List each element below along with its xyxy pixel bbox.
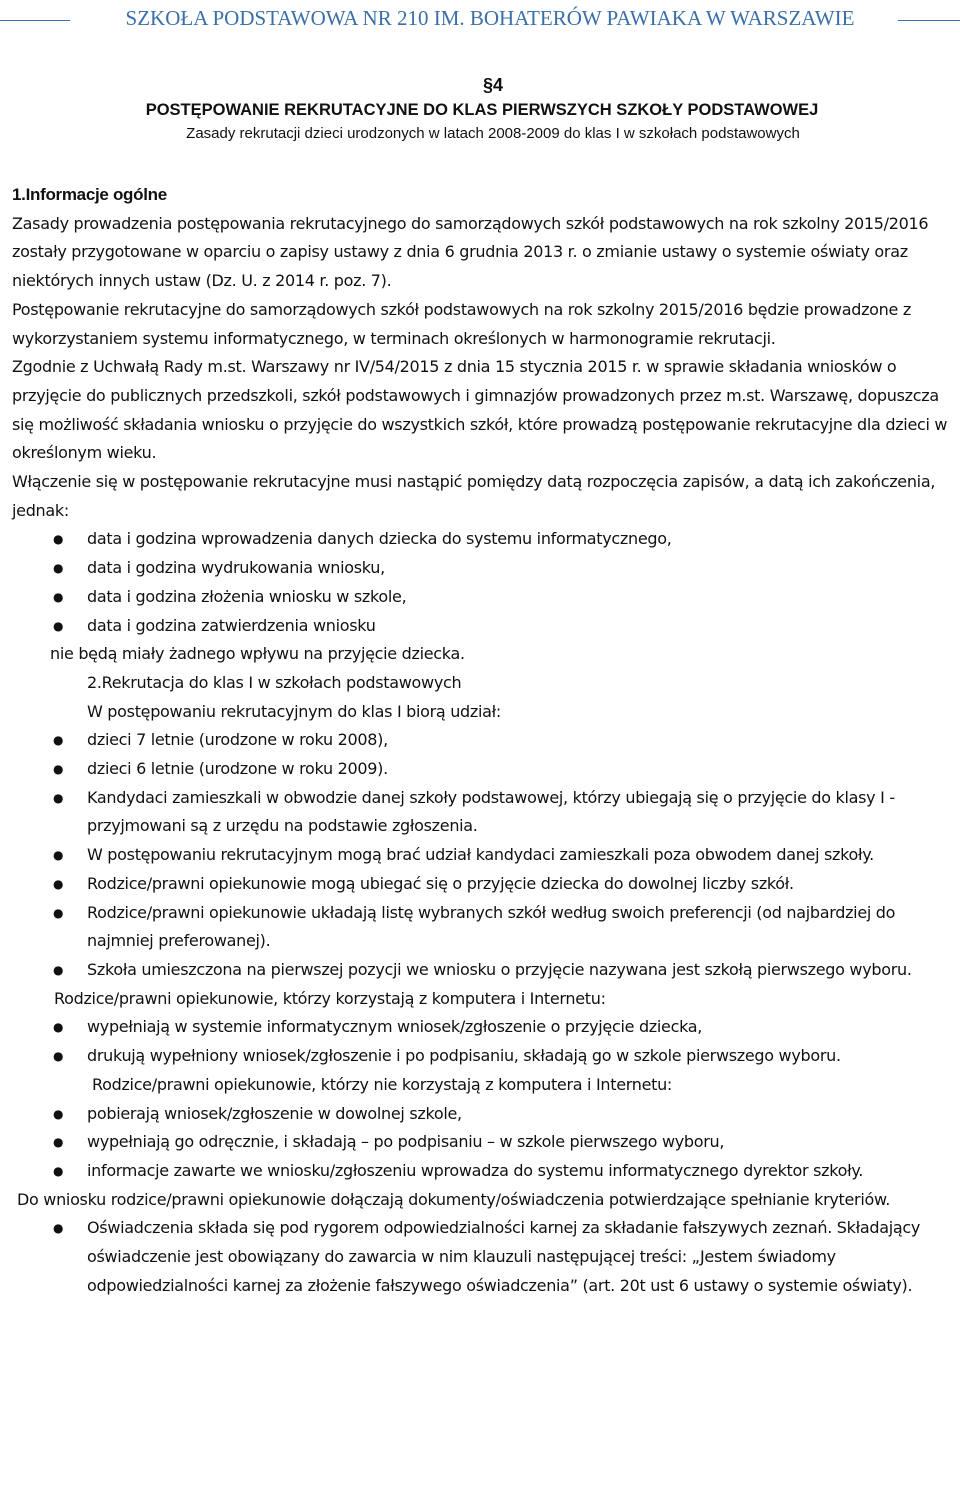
no-internet-intro: Rodzice/prawni opiekunowie, którzy nie korzystają z komputera i Internetu: xyxy=(92,1074,673,1094)
list-item: ● drukują wypełniony wniosek/zgłoszenie i po podpisaniu, składają go w szkole pierwszego wyboru. xyxy=(12,1042,952,1071)
school-name: SZKOŁA PODSTAWOWA NR 210 IM. BOHATERÓW PAWIAKA W WARSZAWIE xyxy=(125,6,855,30)
documents-intro: Do wniosku rodzice/prawni opiekunowie dołączają dokumenty/oświadczenia potwierdzające spełnianie kryteriów. xyxy=(17,1189,891,1209)
list-item: ● Szkoła umieszczona na pierwszej pozycji we wniosku o przyjęcie nazywana jest szkołą pierwszego wyboru. xyxy=(12,956,952,985)
list-item: ● informacje zawarte we wniosku/zgłoszeniu wprowadza do systemu informatycznego dyrektor szkoły. xyxy=(12,1157,952,1186)
list-item: ● data i godzina wydrukowania wniosku, xyxy=(12,554,952,583)
page-header xyxy=(0,0,960,40)
paragraph-after-list: nie będą miały żadnego wpływu na przyjęcie dziecka. xyxy=(50,644,465,664)
list-item: ● dzieci 6 letnie (urodzone w roku 2009). xyxy=(12,755,952,784)
list-item: ● data i godzina złożenia wniosku w szkole, xyxy=(12,583,952,612)
header-rule-left xyxy=(0,20,70,21)
list-item: ● Rodzice/prawni opiekunowie układają listę wybranych szkół według swoich preferencji (od najbardziej do najmniej preferowanej). xyxy=(12,899,952,956)
no-internet-list xyxy=(12,1100,952,1186)
list-item: ● Oświadczenia składa się pod rygorem odpowiedzialności karnej za składanie fałszywych zeznań. Składający oświadczenie jest obowiązany do zawarcia w nim klauzuli następującej treści: „Jestem świadomy odpowiedzialności karnej za złożenie fałszywego oświadczenia” (art. 20t ust 6 ustawy o systemie oświaty). xyxy=(12,1214,952,1300)
list-item: ● wypełniają go odręcznie, i składają – po podpisaniu – w szkole pierwszego wyboru, xyxy=(12,1128,952,1157)
section-subtitle: Zasady rekrutacji dzieci urodzonych w latach 2008-2009 do klas I w szkołach podstawowych xyxy=(186,125,800,142)
paragraph-legal-basis: Zasady prowadzenia postępowania rekrutacyjnego do samorządowych szkół podstawowych na rok szkolny 2015/2016 zostały przygotowane w oparciu o zapisy ustawy z dnia 6 grudnia 2013 r. o zmianie ustawy o systemie oświaty oraz niektórych innych ustaw (Dz. U. z 2014 r. poz. 7). xyxy=(12,213,929,291)
list-item: ● dzieci 7 letnie (urodzone w roku 2008), xyxy=(12,726,952,755)
internet-intro: Rodzice/prawni opiekunowie, którzy korzystają z komputera i Internetu: xyxy=(54,988,606,1008)
part2-intro: W postępowaniu rekrutacyjnym do klas I biorą udział: xyxy=(87,701,501,721)
documents-list xyxy=(12,1214,952,1300)
internet-list xyxy=(12,1013,952,1070)
paragraph-resolution: Zgodnie z Uchwałą Rady m.st. Warszawy nr IV/54/2015 z dnia 15 stycznia 2015 r. w sprawie składania wniosków o przyjęcie do publicznych przedszkoli, szkół podstawowych i gimnazjów prowadzonych przez m.st. Warszawę, dopuszcza się możliwość składania wniosku o przyjęcie do wszystkich szkół, które prowadzą postępowanie rekrutacyjne dla dzieci w określonym wieku. xyxy=(12,357,948,463)
part2-heading: 2.Rekrutacja do klas I w szkołach podstawowych xyxy=(87,672,462,692)
list-item: ● pobierają wniosek/zgłoszenie w dowolnej szkole, xyxy=(12,1100,952,1129)
list-item: ● data i godzina zatwierdzenia wniosku xyxy=(12,612,952,641)
eligibility-list xyxy=(12,726,952,984)
list-item: ● Rodzice/prawni opiekunowie mogą ubiegać się o przyjęcie dziecka do dowolnej liczby szkół. xyxy=(12,870,952,899)
part1-heading: 1.Informacje ogólne xyxy=(12,185,167,204)
dates-list xyxy=(12,525,952,640)
paragraph-dates: Włączenie się w postępowanie rekrutacyjne musi nastąpić pomiędzy datą rozpoczęcia zapisów, a datą ich zakończenia, jednak: xyxy=(12,472,936,520)
header-rule-right xyxy=(898,20,960,21)
list-item: ● wypełniają w systemie informatycznym wniosek/zgłoszenie o przyjęcie dziecka, xyxy=(12,1013,952,1042)
section-title: POSTĘPOWANIE REKRUTACYJNE DO KLAS PIERWSZYCH SZKOŁY PODSTAWOWEJ xyxy=(145,101,819,119)
document-body xyxy=(12,181,952,1300)
list-item: ● Kandydaci zamieszkali w obwodzie danej szkoły podstawowej, którzy ubiegają się o przyjęcie do klasy I - przyjmowani są z urzędu na podstawie zgłoszenia. xyxy=(12,784,952,841)
list-item: ● W postępowaniu rekrutacyjnym mogą brać udział kandydaci zamieszkali poza obwodem danej szkoły. xyxy=(12,841,952,870)
section-header xyxy=(12,72,952,146)
list-item: ● data i godzina wprowadzenia danych dziecka do systemu informatycznego, xyxy=(12,525,952,554)
paragraph-it-system: Postępowanie rekrutacyjne do samorządowych szkół podstawowych na rok szkolny 2015/2016 będzie prowadzone z wykorzystaniem systemu informatycznego, w terminach określonych w harmonogramie rekrutacji. xyxy=(12,299,911,348)
section-number: §4 xyxy=(482,75,504,95)
